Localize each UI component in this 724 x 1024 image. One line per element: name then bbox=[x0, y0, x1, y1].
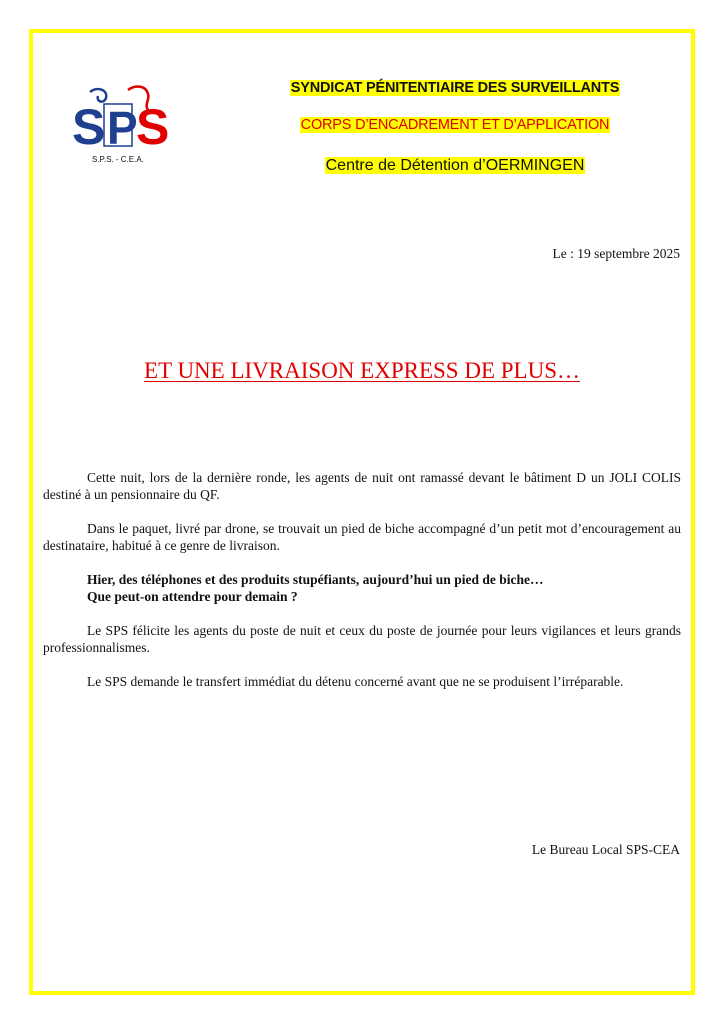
document-title: ET UNE LIVRAISON EXPRESS DE PLUS… bbox=[144, 358, 580, 383]
svg-text:S: S bbox=[72, 99, 106, 155]
letter-body bbox=[43, 469, 681, 707]
corps-name: CORPS D’ENCADREMENT ET D’APPLICATION bbox=[300, 117, 610, 133]
union-name: SYNDICAT PÉNITENTIAIRE DES SURVEILLANTS bbox=[290, 80, 620, 96]
bold-statement: Hier, des téléphones et des produits stupéfiants, aujourd’hui un pied de biche… Que peut-on attendre pour demain ? bbox=[87, 572, 544, 604]
paragraph: Cette nuit, lors de la dernière ronde, les agents de nuit ont ramassé devant le bâtiment D un JOLI COLIS destiné à un pensionnaire du QF. bbox=[43, 470, 681, 502]
svg-text:S: S bbox=[136, 99, 170, 155]
signature: Le Bureau Local SPS-CEA bbox=[531, 842, 680, 857]
sps-logo bbox=[68, 82, 178, 168]
paragraph: Le SPS demande le transfert immédiat du détenu concerné avant que ne se produisent l’irréparable. bbox=[87, 674, 624, 689]
logo-subtitle: S.P.S. - C.E.A. bbox=[92, 155, 144, 164]
paragraph: Dans le paquet, livré par drone, se trouvait un pied de biche accompagné d’un petit mot d’encouragement au destinataire, habitué à ce genre de livraison. bbox=[43, 521, 681, 553]
date-line: Le : 19 septembre 2025 bbox=[552, 246, 680, 261]
centre-name: Centre de Détention d’OERMINGEN bbox=[325, 157, 585, 174]
paragraph: Le SPS félicite les agents du poste de nuit et ceux du poste de journée pour leurs vigilances et leurs grands professionnalismes. bbox=[43, 623, 681, 655]
svg-text:P: P bbox=[107, 102, 138, 154]
sps-logo-graphic bbox=[68, 82, 178, 168]
